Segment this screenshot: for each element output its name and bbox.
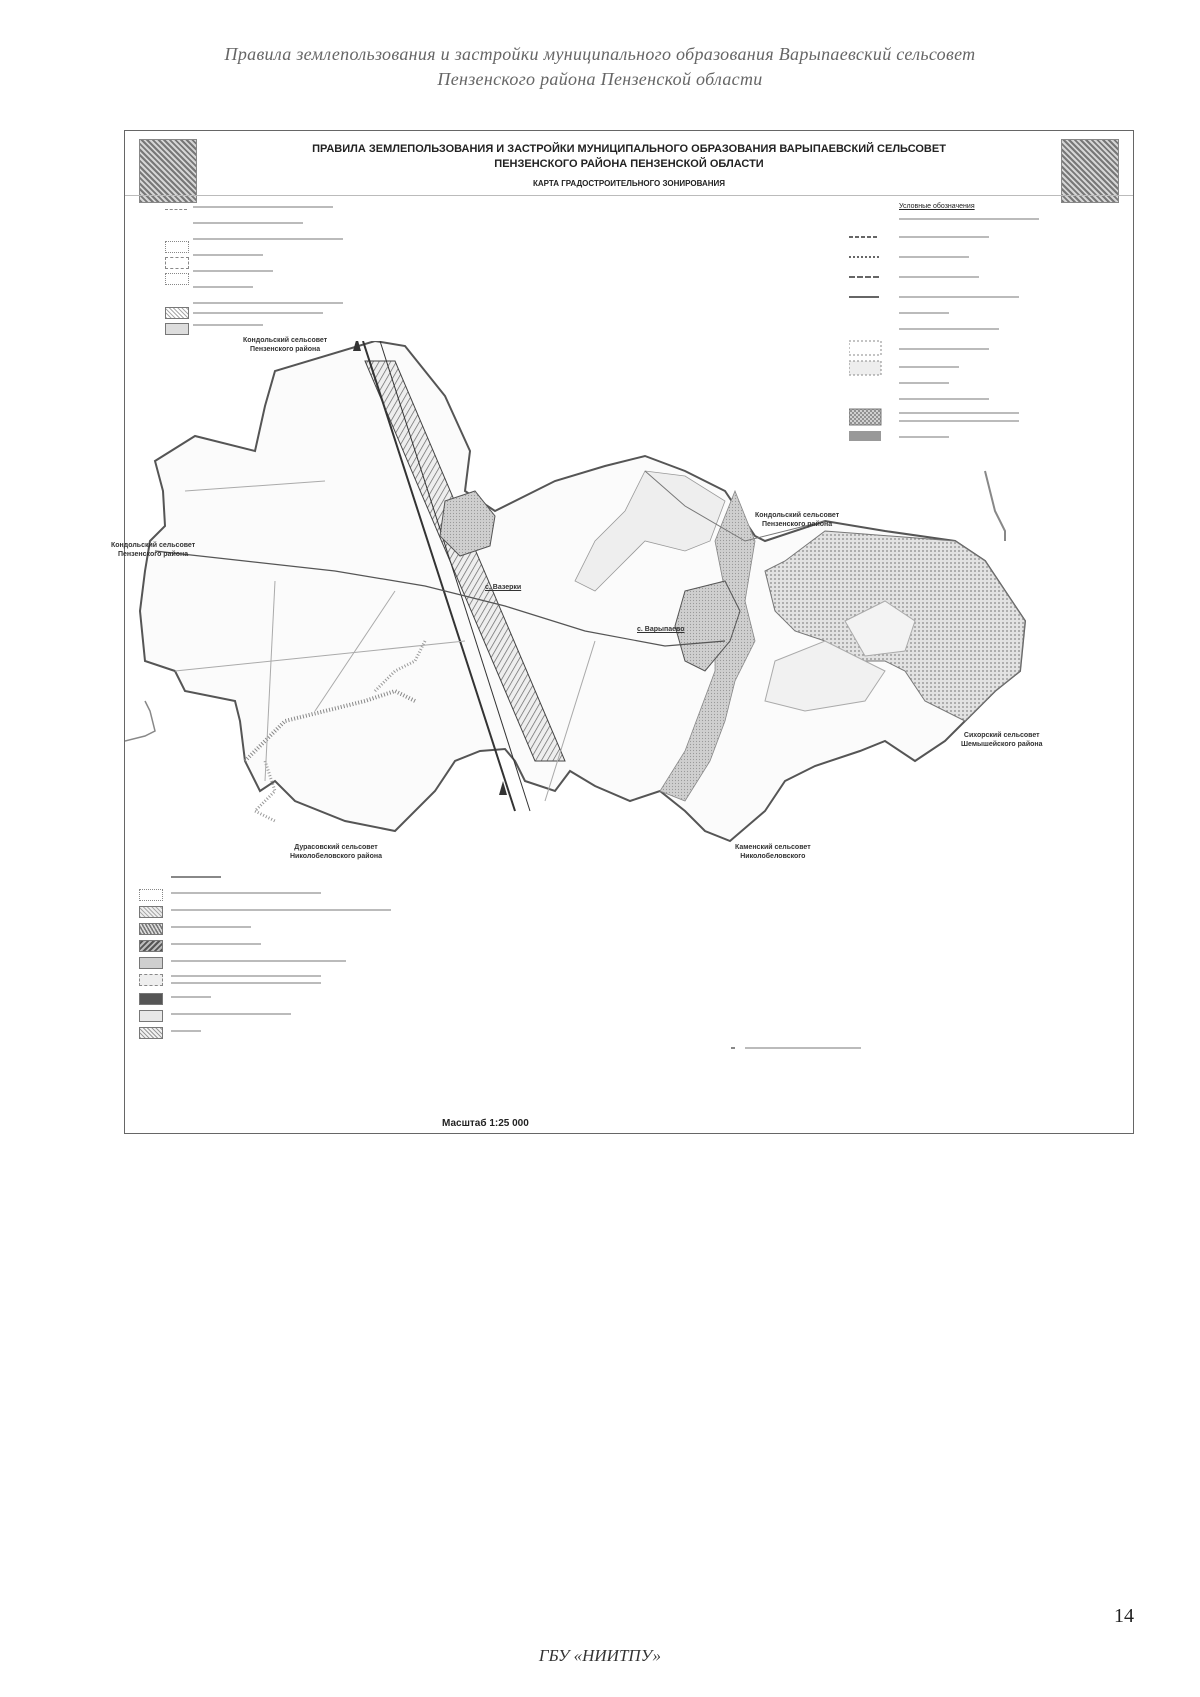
running-header-line-1: Правила землепользования и застройки муниципального образования Варыпаевский сельсовет (224, 44, 976, 64)
legend-bottom-right-note (731, 1043, 931, 1053)
running-header-line-2: Пензенского района Пензенской области (437, 69, 763, 89)
legend-bottom-text-lines (171, 873, 401, 1033)
neighbor-label-south: Дурасовский сельсовет Николобеловского района (290, 844, 382, 860)
neighbor-label-northeast: Кондольский сельсовет Пензенского района (755, 512, 840, 528)
neighbor-label-southeast: Каменский сельсовет Николобеловского (735, 844, 811, 860)
village-label-varypaevo: с. Варыпаево (637, 626, 685, 633)
legend-right-title: Условные обозначения (899, 203, 975, 210)
neighbor-label-east: Сихорский сельсовет Шемышейского района (961, 732, 1043, 748)
map-title-line-2: ПЕНЗЕНСКОГО РАЙОНА ПЕНЗЕНСКОЙ ОБЛАСТИ (494, 158, 764, 170)
map-subtitle: КАРТА ГРАДОСТРОИТЕЛЬНОГО ЗОНИРОВАНИЯ (532, 179, 726, 188)
legend-top-left-text-lines (193, 203, 393, 343)
page-number: 14 (1114, 1605, 1134, 1627)
zoning-map-figure (111, 130, 1134, 1134)
neighbor-label-west: Кондольский сельсовет Пензенского района (111, 542, 196, 558)
map-title-line-1: ПРАВИЛА ЗЕМЛЕПОЛЬЗОВАНИЯ И ЗАСТРОЙКИ МУНИЦИПАЛЬНОГО ОБРАЗОВАНИЯ ВАРЫПАЕВСКИЙ СЕЛЬСОВЕТ (312, 143, 946, 155)
village-label-vazerki: с. Вазерки (485, 584, 522, 591)
neighbor-label-north: Кондольский сельсовет Пензенского района (243, 337, 328, 353)
map-scale: Масштаб 1:25 000 (442, 1118, 529, 1129)
page-footer: ГБУ «НИИТПУ» (538, 1646, 662, 1665)
